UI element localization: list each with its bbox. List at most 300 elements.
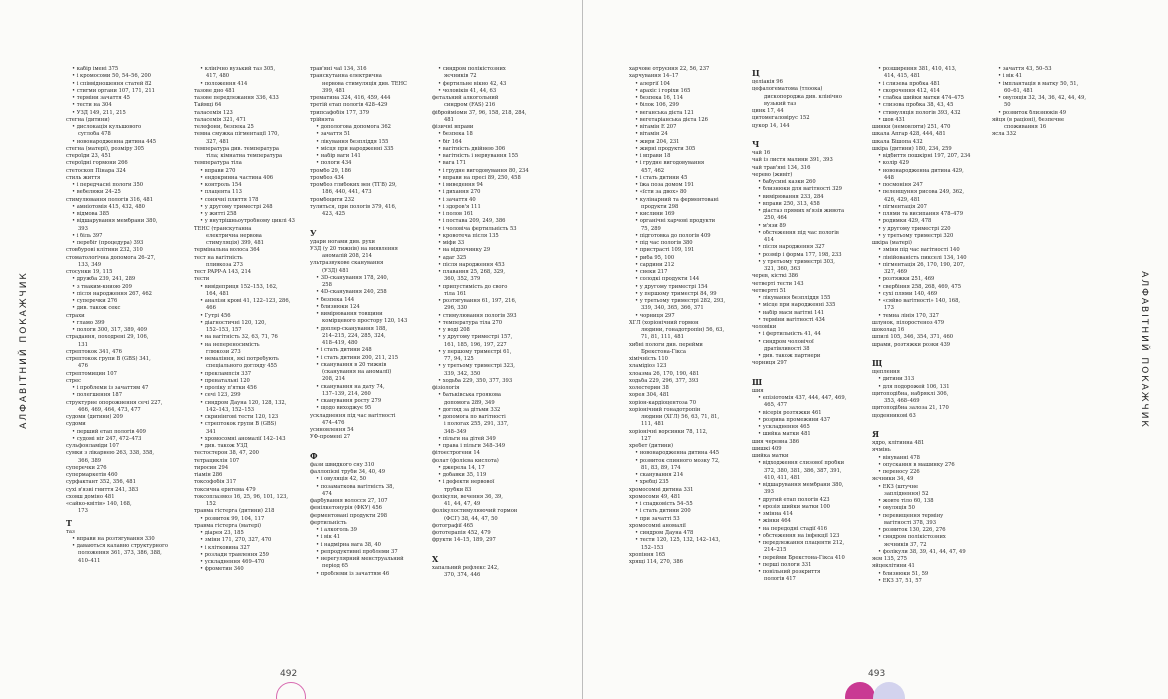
index-entry-continuation: 327, 481 — [206, 138, 230, 145]
index-subentry: • аналізи крові 41, 122–123, 286, — [200, 298, 291, 304]
index-subentry: • родимки 429, 478 — [878, 218, 932, 225]
index-subentry: • близнюки для вагітності 329 — [758, 186, 842, 193]
index-subentry: • снеки 217 — [635, 269, 668, 275]
index-entry: ячмінь — [872, 447, 891, 454]
index-entry: хромосомні дитина 331 — [629, 486, 694, 493]
index-subentry: • після народження 453 — [438, 261, 505, 268]
index-subentry: • перебіг (процедура) 393 — [72, 240, 144, 246]
index-subentry: • див. також секс — [72, 305, 121, 312]
index-subentry: • синдром Дауна 478 — [635, 530, 694, 536]
index-entry: стрептокок 341, 476 — [66, 348, 122, 355]
index-entry-continuation: 353, 468–469 — [884, 398, 920, 404]
index-entry: трав'яні чаї 134, 316 — [310, 66, 367, 72]
index-letter-heading: Щ — [872, 358, 883, 368]
index-entry: шпилі 105, 346, 354, 371, 460 — [872, 334, 954, 341]
index-subentry: • ендокринна частина 406 — [200, 174, 274, 181]
index-entry: таласемія 123 — [194, 109, 233, 116]
index-subentry: • новонародженна дитина 445 — [635, 450, 720, 457]
index-entry-continuation: 164, 481 — [206, 290, 230, 297]
index-entry-continuation: 152 — [206, 501, 216, 507]
index-subentry: • кровотеча після 135 — [438, 232, 499, 239]
index-subentry: • і дихання 270 — [438, 189, 481, 196]
index-subentry: • і біль 397 — [72, 232, 103, 239]
index-entry: стероїди 23, 451 — [66, 153, 112, 159]
index-entry-continuation: 250, 464 — [764, 215, 788, 222]
index-subentry: • набір маси вагітні 141 — [758, 309, 825, 316]
index-entry-continuation: електрична нервова — [206, 232, 262, 239]
index-entry-continuation: людини, гонадотропін) 56, 63, — [641, 327, 725, 333]
index-entry: температура див. температура — [194, 145, 280, 152]
index-entry: шкала Бішопа 432 — [872, 138, 923, 145]
index-entry: стегна (дитини) — [66, 116, 110, 123]
index-subentry: • і вік 41 — [998, 73, 1023, 80]
index-subentry: • синдром Дауна 120, 128, 132, — [200, 399, 287, 406]
index-entry: стрептокок групи В (GBS) 341, — [66, 356, 151, 362]
index-entry-continuation: пливкоза 273 — [206, 261, 243, 268]
index-subentry: • і стать дитини 200, 211, 215 — [316, 354, 399, 361]
index-subentry: • розлади травлення 259 — [200, 551, 269, 558]
index-subentry: • батьківська гроякова — [438, 392, 501, 399]
index-entry: хропіння 165 — [629, 551, 666, 558]
index-subentry: • положення 414 — [200, 80, 248, 87]
index-subentry: • шийка матки 481 — [758, 431, 811, 438]
index-subentry: • переносу 226 — [878, 469, 920, 475]
index-letter-heading: Ц — [752, 68, 760, 78]
index-subentry: • сардини 212 — [635, 261, 675, 268]
index-entry-continuation: 466 — [206, 305, 216, 312]
index-entry: фізичні вправи — [432, 124, 474, 130]
index-entry: судоми — [66, 421, 86, 428]
index-subentry: • при зачатті 53 — [635, 515, 680, 522]
index-entry: суперечки 276 — [66, 464, 107, 471]
index-entry-continuation: вузький таз — [764, 100, 797, 107]
index-entry: хапальний рефлекс 242, — [432, 564, 499, 571]
index-subentry: • температура тіла 270 — [438, 319, 503, 326]
index-subentry: • темна лінія 170, 327 — [878, 312, 939, 319]
index-entry: яйця (в раціоні), безпечне — [992, 116, 1065, 123]
index-subentry: • підготовка до пологів 409 — [635, 232, 711, 239]
index-entry-continuation: 81, 83, 89, 174 — [641, 464, 681, 471]
index-entry: тромбоцити 232 — [310, 196, 355, 203]
index-subentry: • вінуванні 478 — [878, 454, 920, 461]
index-subentry: • риба 95, 100 — [635, 254, 675, 261]
index-entry: тазове дно 481 — [194, 87, 235, 94]
index-subentry: • жирні продукти 305 — [635, 145, 696, 152]
index-subentry: • відмова 385 — [72, 211, 110, 217]
index-subentry: • сухі плями 140, 469 — [878, 290, 938, 297]
index-subentry: • лінійованість пикселі 134, 140 — [878, 254, 967, 261]
index-entry: хрящі 114, 270, 386 — [629, 559, 683, 565]
index-subentry: • і алкоголь 39 — [316, 527, 357, 533]
index-entry: фолат (фолієва кислота) — [432, 457, 499, 464]
index-subentry: • кабір імені 375 — [72, 66, 119, 72]
index-letter-heading: Ч — [752, 139, 760, 149]
index-subentry: • і проблеми із зачаттям 47 — [72, 385, 149, 391]
index-entry: фібройміоми 37, 96, 158, 218, 284, — [432, 109, 527, 116]
index-entry: трійнята — [310, 116, 334, 123]
index-entry-continuation: 71, 81, 111, 481 — [641, 334, 684, 341]
index-entry: черев, кісткі 386 — [752, 273, 799, 280]
index-entry: тестостерон 38, 47, 200 — [194, 450, 259, 457]
index-subentry: • у другому триместрі 248 — [200, 203, 273, 210]
index-entry: фази швидкого сну 310 — [310, 461, 375, 468]
index-entry: трипсафобія 177, 379 — [310, 109, 370, 116]
index-subentry: • і слизева пробка 481 — [878, 80, 941, 87]
index-entry: ТЕНС (транскутанна — [194, 225, 252, 232]
index-subentry: • і виведення 94 — [438, 182, 484, 188]
index-subentry: • бабусині казки 260 — [758, 179, 816, 185]
index-entry: щитоподібна, набряклі 306, — [872, 390, 949, 397]
index-entry: стовбурові клітини 232, 310 — [66, 247, 143, 254]
index-entry-continuation: тіла 161 — [444, 290, 467, 297]
index-entry-continuation: 457, 462 — [641, 167, 665, 174]
index-subentry: • колір 429 — [878, 160, 909, 167]
index-entry: щоденникові 63 — [872, 412, 916, 419]
index-column-4 — [432, 66, 550, 579]
index-entry: чай 16 — [752, 150, 771, 156]
index-entry-continuation: 372, 380, 381, 386, 387, 391, — [764, 467, 842, 474]
index-entry-continuation: 41, 44, 47, 49 — [444, 501, 481, 507]
index-entry: шийка матки — [752, 453, 789, 459]
decorative-dot-magenta — [845, 682, 875, 699]
index-entry: целіакія 96 — [752, 79, 783, 85]
index-subentry: • сечі 123, 299 — [200, 392, 241, 399]
index-column-3 — [310, 66, 428, 578]
index-entry: УЗД (у 20 тижнів) на виявлення — [310, 245, 398, 252]
index-subentry: • жири 204, 231 — [635, 138, 680, 145]
index-entry-continuation: (ФСГ) 38, 44, 47, 50 — [444, 515, 498, 522]
index-entry: тромбо 29, 186 — [310, 167, 352, 174]
index-subentry: • вимірювання товщини — [316, 311, 383, 317]
index-entry: шишкі 409 — [752, 445, 782, 452]
index-entry — [432, 545, 550, 552]
index-entry-continuation: 258 — [322, 282, 332, 288]
index-entry-continuation: 366, 389 — [78, 457, 102, 464]
index-entry: тетрациклін 107 — [194, 457, 240, 464]
index-subentry: • пеленщуння рисова 249, 362, — [878, 189, 964, 196]
index-entry-continuation: (сканування на аномалії) — [322, 369, 392, 375]
index-subentry: • вебелюки 24–25 — [72, 189, 121, 196]
index-subentry: • і клітковина 327 — [200, 544, 250, 551]
index-subentry: • вісерія розтяжки 461 — [758, 409, 822, 416]
index-subentry: • і чоловіча фертильність 53 — [438, 225, 517, 232]
index-subentry: • гламо 399 — [72, 319, 105, 326]
side-label-left: АЛФАВІТНИЙ ПОКАЖЧИК — [19, 270, 29, 429]
index-subentry: • відшарування мембрани 380, — [758, 482, 844, 488]
index-letter-heading: Я — [872, 429, 880, 439]
index-entry-continuation: 173 — [884, 305, 894, 312]
index-subentry: • Гутрі 456 — [200, 312, 231, 319]
index-entry-continuation: людини (ХГЛ) 56, 63, 71, 81, — [641, 414, 720, 420]
index-subentry: • преклампсія 337 — [200, 370, 252, 377]
index-entry — [872, 349, 990, 356]
index-subentry: • полегшення 187 — [72, 392, 123, 399]
index-subentry: • пігментація 207 — [878, 203, 927, 210]
index-subentry: • для подорожей 106, 131 — [878, 383, 950, 390]
index-entry-continuation: положення 361, 373, 386, 388, — [78, 550, 162, 557]
index-entry: сульфонламіди 107 — [66, 443, 120, 449]
index-subentry: • чорниця 297 — [635, 312, 675, 319]
index-entry: цукор 14, 144 — [752, 122, 790, 129]
index-entry: холестерин 38 — [629, 385, 669, 391]
index-entry: тіамін 286 — [194, 472, 223, 478]
index-subentry: • вивідеприця 152–153, 162, — [200, 283, 278, 290]
index-entry: шлунок, пілоростеноз 479 — [872, 319, 945, 326]
index-entry: фертильність — [310, 519, 347, 526]
index-subentry: • розвиток 130, 226, 276 — [878, 527, 946, 533]
index-subentry: • права і пільги 348–349 — [438, 443, 506, 449]
index-entry-continuation: 414 — [764, 237, 774, 243]
index-entry-continuation: 417, 480 — [206, 73, 230, 80]
index-subentry: • на відпочинку 29 — [438, 247, 491, 254]
decorative-dot-lavender — [873, 682, 905, 699]
index-subentry: • пологи 300, 317, 389, 409 — [72, 327, 148, 333]
index-entry-continuation: 152–153 — [641, 544, 664, 551]
index-subentry: • і кромосоми 50, 54–56, 200 — [72, 73, 151, 80]
index-subentry: • імплантація в матку 50, 51, — [998, 80, 1079, 87]
index-entry: структурне опорожнення сечі 227, — [66, 399, 163, 406]
index-subentry: • розвиток близнюків 49 — [998, 109, 1066, 116]
index-subentry: • у житті 258 — [200, 211, 237, 217]
index-subentry: • на непереносимість — [200, 341, 260, 348]
index-subentry: • пігментація 26, 170, 190, 207, — [878, 261, 965, 268]
index-subentry: • кислини 169 — [635, 211, 675, 217]
index-entry: шинки (немовляти) 251, 470 — [872, 124, 951, 130]
index-entry: телефони, безпека 25 — [194, 124, 254, 130]
index-subentry: • синдром чоловічої — [758, 338, 814, 345]
index-subentry: • міфи 33 — [438, 240, 465, 246]
index-subentry: • і спадковість 54–55 — [635, 501, 693, 507]
index-subentry: • у третьому триместрі 303, — [758, 258, 835, 265]
index-entry: цинк 17, 44 — [752, 108, 784, 114]
page-number-right: 493 — [868, 669, 886, 679]
index-entry-continuation: тіла; кімнатна температура — [206, 153, 283, 159]
index-entry-continuation: стимуляція) 399, 481 — [206, 240, 264, 246]
index-entry: хребет (дитини) — [629, 443, 673, 449]
index-subentry: • і стать дитини 45 — [635, 174, 688, 181]
index-subentry: • див. також УЗД — [200, 443, 248, 449]
index-subentry: • допологова допомога 362 — [316, 124, 391, 130]
index-subentry: • змінна 414 — [758, 511, 793, 517]
index-column-1 — [66, 66, 184, 565]
index-entry: хлоазма 26, 170, 190, 481 — [629, 370, 700, 377]
index-subentry: • діагностичні 120, 120, — [200, 319, 267, 326]
index-subentry: • догляд за дітьми 332 — [438, 406, 501, 413]
index-entry-continuation: глюкози 273 — [206, 348, 241, 355]
index-subentry: • органічні харчові продукти — [635, 218, 716, 225]
index-subentry: • веганська дієта 121 — [635, 109, 694, 116]
index-subentry: • м'язи 89 — [758, 222, 786, 229]
index-entry: стоматологічна допомога 26–27, — [66, 254, 156, 261]
index-subentry: • адаг 325 — [438, 254, 467, 261]
index-subentry: • вага 171 — [438, 160, 467, 167]
index-subentry: • кулінарний та ферментовані — [635, 196, 719, 203]
index-subentry: • у першому триместрі 84, 99 — [635, 290, 717, 297]
index-column-5 — [629, 66, 747, 566]
index-subentry: • епізіотомія 437, 444, 447, 469, — [758, 395, 847, 401]
index-entry: шкіра (матері) — [872, 240, 912, 246]
index-entry: травма гістерга (матері) — [194, 522, 262, 529]
index-entry: тести — [194, 276, 210, 283]
index-subentry: • розрива промежини 437 — [758, 416, 831, 423]
index-entry-continuation: пологів 417 — [764, 576, 796, 583]
index-subentry: • і стать дитини 200 — [635, 508, 691, 515]
index-subentry: • 4D-сканування 240, 258 — [316, 289, 387, 296]
index-subentry: • відбиття пошкірні 197, 207, 234 — [878, 153, 971, 159]
index-entry-continuation: 370, 374, 446 — [444, 572, 481, 578]
index-entry-continuation: 341 — [206, 428, 216, 435]
index-entry-continuation: 77, 94, 125 — [444, 356, 474, 362]
index-entry-continuation: аномалій 208, 214 — [322, 253, 372, 259]
index-subentry: • діастаз прямих м'язів живота — [758, 208, 845, 214]
index-entry-continuation: 208, 214 — [322, 376, 346, 383]
index-entry-continuation: 327, 469 — [884, 269, 908, 275]
index-entry — [872, 420, 990, 427]
index-subentry: • новонародженна дитина 429, — [878, 167, 964, 174]
index-entry: таласемія 321, 471 — [194, 116, 247, 123]
index-subentry: • і надмірна вага 38, 40 — [316, 541, 381, 548]
index-entry: термінальна волоса 364 — [194, 247, 260, 254]
index-entry: ядро, клітинна 481 — [872, 440, 925, 446]
index-subentry: • у третьому триместрі 320 — [878, 232, 954, 239]
index-entry: стрес — [66, 377, 82, 384]
index-subentry: • посмоніня 247 — [878, 182, 923, 188]
index-entry-continuation: 414, 415, 481 — [884, 73, 921, 80]
index-entry: хламідіоз 123 — [629, 363, 667, 370]
index-entry: шоколад 16 — [872, 327, 905, 333]
index-subentry: • припустимість до свого — [438, 283, 508, 290]
index-entry: темна смужка пігментації 170, — [194, 131, 280, 138]
index-entry: ферментовані продукти 298 — [310, 512, 388, 519]
index-subentry: • зачаття 51 — [316, 131, 351, 138]
index-subentry: • суперечки 276 — [72, 298, 118, 304]
index-entry: четвертті 51 — [752, 287, 787, 294]
index-column-6 — [752, 66, 870, 584]
index-entry — [752, 130, 870, 137]
index-subentry: • стрептокок групи В (GBS) — [200, 421, 277, 428]
index-entry-continuation: суглоба 478 — [78, 131, 111, 138]
index-subentry: • позаматкова вагітність 38, — [316, 483, 395, 490]
index-subentry: • і вік 41 — [316, 534, 341, 541]
index-subentry: • опускання в машинку 276 — [878, 461, 955, 468]
index-entry: хорея 304, 481 — [629, 392, 670, 399]
index-letter-heading: Х — [432, 553, 439, 564]
index-subentry: • стимулювання пологів 393 — [438, 312, 517, 319]
index-subentry: • УЗД 149, 211, 215 — [72, 109, 126, 116]
index-subentry: • їжа поза домом 191 — [635, 182, 695, 188]
index-subentry: • і грудне вигодовування 80, 234 — [438, 167, 529, 174]
index-subentry: • і постава 209, 249, 386 — [438, 218, 506, 225]
index-entry: хромосоми 49, 481 — [629, 493, 681, 500]
index-entry: хибні пологи див. перейми — [629, 341, 703, 348]
index-subentry: • ЕКЗ (штучне — [878, 483, 919, 490]
index-entry: стероїдні гормони 266 — [66, 160, 128, 167]
index-entry-continuation: яєчників 37, 72 — [884, 541, 927, 548]
index-entry: фізіологія — [432, 385, 460, 391]
index-entry: фітоестрогени 14 — [432, 450, 480, 457]
index-entry: хромосомні аномалії — [629, 522, 686, 529]
index-subentry: • арахіс і горіхи 165 — [635, 87, 691, 94]
index-entry: тиросин 294 — [194, 464, 229, 471]
index-subentry: • плавання 25, 268, 329, — [438, 269, 506, 275]
index-entry-continuation: і пологах 255, 291, 337, — [444, 421, 509, 428]
index-entry-continuation: 410, 411, 481 — [764, 474, 801, 481]
index-subentry: • і стать дитини 248 — [316, 347, 372, 354]
index-subentry: • у внутрішньоутробному циклі 43 — [200, 218, 295, 225]
index-subentry: • безпека 18 — [438, 131, 473, 138]
index-subentry: • перший етап пологів 409 — [72, 428, 146, 435]
index-entry: супермаркетів 460 — [66, 472, 118, 478]
index-entry: чоловіки — [752, 324, 777, 330]
index-subentry: • добавки 35, 119 — [438, 472, 487, 478]
right-page — [583, 0, 1168, 699]
index-entry-continuation: 465, 477 — [764, 402, 788, 409]
index-entry: чай із листя малини 391, 393 — [752, 157, 833, 164]
index-entry: хімічність 110 — [629, 356, 668, 362]
index-subentry: • і грудне вигодовування — [635, 160, 705, 167]
index-subentry: • 3D-сканування 178, 240, — [316, 274, 389, 281]
index-subentry: • у третьому триместрі 323, — [438, 363, 515, 370]
index-subentry: • плями та висипання 478–479 — [878, 211, 964, 217]
index-entry — [752, 368, 870, 375]
index-subentry: • клінічно вузький таз 305, — [200, 66, 276, 72]
index-subentry: • вправи 250, 313, 458 — [758, 200, 820, 207]
index-subentry: • повільний розкриття — [758, 569, 821, 575]
index-entry-continuation: нервова стимуляція див. ТЕНС — [322, 80, 407, 87]
index-subentry: • зміни 171, 270, 327, 470 — [200, 537, 272, 544]
index-subentry: • «їсти за двох» 80 — [635, 189, 687, 196]
index-subentry: • біг 164 — [438, 138, 462, 145]
index-subentry: • вегетаріанська дієта 126 — [635, 116, 708, 123]
index-entry-continuation: 466, 469, 464, 473, 477 — [78, 406, 141, 413]
index-entry: усиновлення 54 — [310, 427, 354, 433]
index-subentry: • розвиток 99, 104, 117 — [200, 515, 265, 522]
index-entry-continuation: 296, 330 — [444, 305, 468, 312]
index-entry-continuation: трубки 83 — [444, 486, 472, 493]
index-entry — [310, 442, 428, 449]
index-subentry: • слизова пробка 38, 43, 45 — [878, 102, 954, 109]
index-subentry: • зміни під час вагітності 140 — [878, 247, 960, 254]
index-subentry: • на вагітність 32, 63, 71, 76 — [200, 334, 278, 341]
index-subentry: • репродуктивні проблеми 37 — [316, 548, 398, 555]
index-subentry: • терміни зачаття 45 — [72, 95, 130, 101]
index-entry-continuation: споживання 16 — [1004, 124, 1047, 130]
index-subentry: • терміни вагітності 434 — [758, 316, 826, 323]
index-entry: фетальний алкогольний — [432, 95, 499, 101]
index-entry: фототерапія 452, 479 — [432, 530, 491, 536]
index-entry: токсофобія 317 — [194, 479, 237, 486]
index-subentry: • свербіння 258, 268, 469, 475 — [878, 283, 962, 290]
index-subentry: • лікування безпліддя 155 — [758, 295, 831, 301]
index-entry-continuation: 186, 440, 441, 473 — [322, 189, 372, 196]
index-subentry: • стигми органи 107, 171, 211 — [72, 87, 155, 94]
index-entry: ультразвукове сканування — [310, 260, 384, 267]
index-entry-continuation: 60–61, 481 — [1004, 87, 1033, 94]
index-subentry: • сонячні плиття 178 — [200, 196, 259, 203]
index-entry-continuation: 142–143, 152–153 — [206, 406, 255, 413]
index-subentry: • розмір і форма 177, 198, 233 — [758, 251, 842, 258]
index-letter-heading: У — [310, 227, 317, 238]
index-subentry: • тести 120, 125, 132, 142–143, — [635, 537, 721, 544]
index-entry: ходьба 229, 296, 377, 393 — [629, 377, 699, 384]
index-subentry: • у третьому триместрі 282, 293, — [635, 298, 726, 304]
index-subentry: • у другому триместрі 154 — [635, 283, 708, 290]
index-entry: чорниця 297 — [752, 360, 787, 367]
index-entry-continuation: Брекстона-Гікса — [641, 348, 686, 355]
index-subentry: • і полов 161 — [438, 211, 474, 217]
index-subentry: • у першому триместрі 61, — [438, 348, 512, 355]
index-entry: фолікули, вечення 36, 39, — [432, 493, 503, 500]
